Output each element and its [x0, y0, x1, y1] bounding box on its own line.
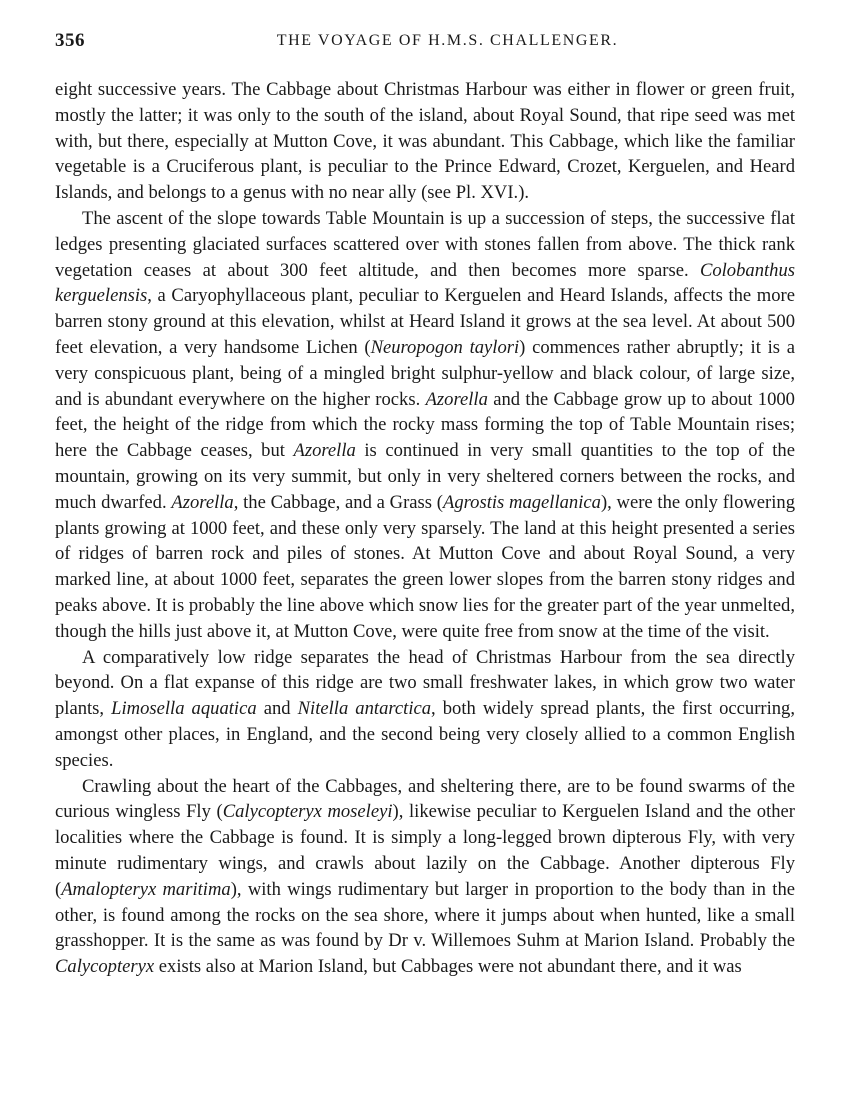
italic-term: Calycopteryx: [55, 956, 155, 978]
italic-term: Nitella antarctica: [297, 698, 432, 720]
text-run: , both widely spread plants, the first occurring, amongst other places, in England, and the second being very closely allied to a common English species.: [55, 698, 795, 771]
text-run: eight successive years. The Cabbage about Christmas Harbour was either in flower or green fruit, mostly the latter; it was only to the south of the island, about Royal Sound, that ripe seed was met with, but there, especially at Mutton Cove, it was abundant. This Cabbage, which like the familiar vegetable is a Cruciferous plant, is peculiar to the Prince Edward, Crozet, Kerguelen, and Heard Islands, and belongs to a genus with no near ally (see Pl. XVI.).: [55, 79, 795, 204]
text-run: , a Caryophyllaceous plant, peculiar to Kerguelen and Heard Islands, affects the more barren stony ground at this elevation, whilst at Heard Island it grows at the sea level. At about 500 feet elevation, a very handsome Lichen (: [55, 285, 795, 358]
text-run: ), likewise peculiar to Kerguelen Island and the other localities where the Cabbage is found. It is simply a long-legged brown dipterous Fly, with very minute rudimentary wings, and crawls about lazily on the Cabbage. Another dipterous Fly (: [55, 801, 795, 900]
text-run: , the Cabbage, and a Grass (: [233, 491, 443, 513]
text-run: ) commences rather abruptly; it is a very conspicuous plant, being of a mingled bright sulphur-yellow and black colour, of large size, and is abundant everywhere on the higher rocks.: [55, 336, 795, 410]
italic-term: Calycopteryx moseleyi: [222, 801, 393, 823]
running-head: [55, 30, 800, 54]
italic-term: Neuropogon taylori: [370, 336, 520, 358]
text-run: ), with wings rudimentary but larger in proportion to the body than in the other, is found among the rocks on the sea shore, where it jumps about when hunted, like a small grasshopper. It is the same as was found by Dr v. Willemoes Suhm at Marion Island. Probably the: [55, 878, 795, 952]
running-title: THE VOYAGE OF H.M.S. CHALLENGER.: [276, 32, 619, 49]
italic-term: Agrostis magellanica: [442, 491, 601, 513]
paragraph-1: [55, 77, 795, 206]
italic-term: Azorella: [293, 440, 356, 462]
paragraph-4: [55, 774, 795, 980]
text-run: is continued in very small quantities to the top of the mountain, growing on its very summit, but only in very sheltered corners between the rocks, and much dwarfed.: [55, 440, 795, 513]
text-run: A comparatively low ridge separates the head of Christmas Harbour from the sea directly beyond. On a flat expanse of this ridge are two small freshwater lakes, in which grow two water plants,: [55, 646, 795, 720]
page-number: 356: [55, 30, 85, 51]
text-run: and the Cabbage grow up to about 1000 feet, the height of the ridge from which the rocky mass forming the top of Table Mountain rises; here the Cabbage ceases, but: [55, 388, 795, 462]
italic-term: Azorella: [425, 388, 488, 410]
italic-term: Azorella: [171, 491, 234, 513]
text-run: and: [256, 698, 298, 720]
italic-term: Limosella aquatica: [111, 698, 257, 720]
text-run: Crawling about the heart of the Cabbages, and sheltering there, are to be found swarms of the curious wingless Fly (: [55, 775, 795, 823]
italic-term: Amalopteryx maritima: [61, 878, 231, 900]
text-run: exists also at Marion Island, but Cabbages were not abundant there, and it was: [154, 956, 742, 978]
text-run: The ascent of the slope towards Table Mountain is up a succession of steps, the successive flat ledges presenting glaciated surfaces scattered over with stones fallen from above. The thick rank vegetation ceases at about 300 feet altitude, and then becomes more sparse.: [55, 207, 795, 281]
text-run: ), were the only flowering plants growing at 1000 feet, and these only very sparsely. The land at this height presented a series of ridges of barren rock and piles of stones. At Mutton Cove and about Royal Sound, a very marked line, at about 1000 feet, separates the green lower slopes from the barren stony ridges and peaks above. It is probably the line above which snow lies for the greater part of the year unmelted, though the hills just above it, at Mutton Cove, were quite free from snow at the time of the visit.: [55, 491, 796, 642]
paragraph-2: [55, 206, 795, 645]
italic-term: Colobanthus kerguelensis: [55, 259, 795, 307]
paragraph-3: [55, 645, 795, 774]
body-text: [55, 77, 795, 980]
